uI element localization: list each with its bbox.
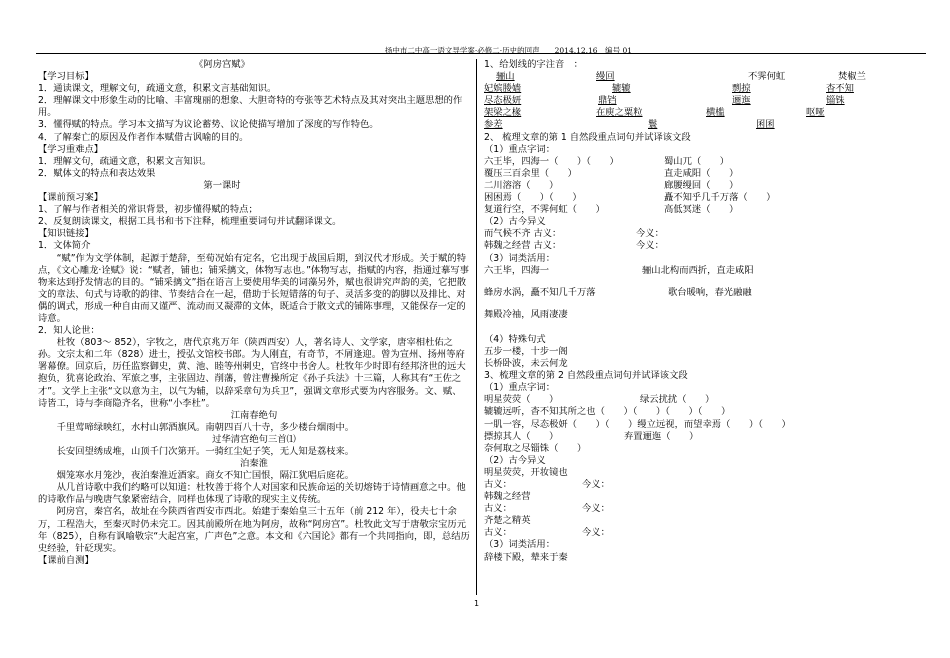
difficulties-heading: 【学习重难点】 — [38, 143, 104, 155]
word-item: 矗不知乎几千万落（ ） — [664, 192, 776, 204]
huoyong-item: 辞楼下殿，辇来于秦 — [484, 551, 568, 563]
gujin-item: 今义： — [636, 228, 664, 240]
gujin-item: 古义： — [484, 527, 512, 539]
knowledge-heading: 【知识链接】 — [38, 228, 94, 240]
header-text: 扬中市二中高一语文导学案·必修二·历史的回声 2014.12.16 编号 01 — [384, 46, 632, 55]
gujin-item: 韩魏之经营 古义： — [484, 240, 562, 252]
gujin-row — [484, 479, 924, 491]
huoyong-item: 舞殿冷袖，风雨凄凄 — [484, 308, 568, 320]
pinyin-word: 架梁之椽 — [484, 107, 522, 119]
huoyong-row — [484, 287, 924, 299]
column-divider — [476, 59, 477, 595]
huoyong-item: 蜂房水涡，矗不知几千万落 — [484, 286, 596, 298]
subheading: （3）词类活用： — [484, 252, 555, 264]
word-item: 弃置逦迤（ ） — [624, 430, 699, 442]
gujin-item: 今义： — [582, 527, 610, 539]
pinyin-word: 辘辘 — [612, 83, 631, 95]
word-row — [484, 204, 924, 216]
pinyin-word: 在庾之粟粒 — [596, 107, 643, 119]
style-heading: 1．文体简介 — [38, 240, 91, 252]
word-item: 绿云扰扰（ ） — [640, 394, 715, 406]
huoyong-item: 骊山北构而西折，直走咸阳 — [642, 264, 754, 276]
selftest-heading: 【课前自测】 — [38, 554, 94, 566]
poem-paragraph: 从几首诗歌中我们约略可以知道：杜牧善于将个人对国家和民族命运的关切熔铸于诗情画意之中。他的诗歌作品与晚唐气象紧密结合，同样也体现了诗歌的现实主义传统。 — [38, 482, 466, 506]
question-1: 1、给划线的字注音 ： — [484, 59, 583, 70]
preview-item: 2、反复朗读课文，根据工具书和书下注释，梳理重要词句并试翻译课文。 — [38, 216, 342, 228]
subheading: （2）古今异义 — [484, 216, 546, 228]
subheading: （1）重点字词： — [484, 143, 555, 155]
gujin-item: 古义： — [484, 503, 512, 515]
teshu-item: 长桥卧波，未云何龙 — [484, 358, 568, 370]
huoyong-item: 六王毕，四海一 — [484, 264, 550, 276]
word-item: 摽掠其人（ ） — [484, 430, 559, 442]
palace-paragraph: 阿房宫，秦宫名，故址在今陕西省西安市西北。始建于秦始皇三十五年（前 212 年），役夫七十余万，工程浩大，至秦灭时仍未完工。因其前殿所在地为阿房，故称“阿房宫”。杜牧此文写于唐敬宗宝历元年（825），自称有讽喻敬宗“大起宫室，广声色”之意。本文和《六国论》都有一个共同指向，即，总结历史经验，针砭现实。 — [38, 506, 470, 554]
word-item: 直走咸阳（ ） — [664, 167, 739, 179]
objective-item: 4．了解秦亡的原因及作者作本赋借古讽喻的目的。 — [38, 131, 249, 143]
pinyin-word: 不霁何虹 — [748, 71, 786, 83]
pinyin-word: 妃嫔媵嫱 — [484, 83, 522, 95]
question-3: 3、梳理文章的第 2 自然段重点词句并试译该文段 — [484, 370, 688, 382]
word-item: 六王毕，四海一（ ）（ ） — [484, 155, 619, 167]
pinyin-word: 逦迤 — [732, 95, 751, 107]
document-title: 《阿房宫赋》 — [194, 59, 250, 70]
word-item: 明星荧荧（ ） — [484, 394, 559, 406]
word-item: 覆压三百余里（ ） — [484, 167, 577, 179]
gujin-sentence: 齐楚之精英 — [484, 515, 531, 527]
difficulty-item: 1．理解文句，疏通文意，积累文言知识。 — [38, 155, 212, 167]
pinyin-row — [484, 95, 924, 107]
subheading: （4）特殊句式 — [484, 333, 546, 345]
word-item: 奈何取之尽锱铢（ ） — [484, 442, 587, 454]
subheading: （2）古今异义 — [484, 454, 546, 466]
objective-item: 2．理解课文中形象生动的比喻、丰富瑰丽的想象、大胆奇特的夸张等艺术特点及其对突出主题思想的作用。 — [38, 95, 463, 119]
gujin-item: 古义： — [484, 479, 512, 490]
poem-title: 过华清宫绝句三首⑴ — [212, 433, 296, 445]
pinyin-word: 焚椒兰 — [838, 71, 866, 83]
word-row — [484, 180, 924, 192]
gujin-item: 今义： — [636, 240, 664, 252]
poem-line: 长安回望绣成堆，山顶千门次第开。一骑红尘妃子笑，无人知是荔枝来。 — [56, 446, 355, 457]
poem-title: 江南春绝句 — [230, 409, 278, 421]
gujin-item: 今义： — [582, 503, 610, 515]
word-row — [484, 192, 924, 204]
objective-item: 1．通读课文，理解文句，疏通文意，积累文言基础知识。 — [38, 83, 277, 95]
word-row — [484, 431, 924, 443]
pinyin-word: 杳不知 — [826, 83, 854, 95]
gujin-sentence: 韩魏之经营 — [484, 491, 531, 503]
gujin-row — [484, 527, 924, 539]
word-item: 复道行空，不霁何虹（ ） — [484, 204, 605, 216]
lesson-label: 第一课时 — [203, 179, 241, 191]
subheading: （1）重点字词： — [484, 382, 555, 394]
word-item: 二川溶溶（ ） — [484, 179, 559, 191]
huoyong-item: 歌台暖响，春光融融 — [668, 286, 752, 298]
question-2: 2、 梳理文章的第 1 自然段重点词句并试译该文段 — [484, 131, 691, 143]
pinyin-word: 囷囷 — [756, 119, 775, 131]
header-rule — [36, 53, 926, 54]
teshu-item: 五步一楼，十步一阁 — [484, 345, 568, 357]
author-heading: 2．知人论世： — [38, 325, 100, 337]
poem-title: 泊秦淮 — [240, 458, 268, 470]
pinyin-word: 尽态极妍 — [484, 95, 522, 107]
gujin-sentence: 明星荧荧，开妆镜也 — [484, 466, 568, 478]
difficulty-item: 2．赋体文的特点和表达效果 — [38, 167, 156, 179]
pinyin-word: 锱铢 — [826, 95, 845, 107]
word-item: 困困焉（ ）（ ） — [484, 192, 582, 204]
pinyin-word: 呕哑 — [806, 107, 825, 119]
pinyin-row — [484, 119, 924, 131]
objectives-heading: 【学习目标】 — [38, 71, 94, 83]
author-paragraph: 杜牧（803～ 852），字牧之，唐代京兆万年（陕西西安）人，著名诗人、文学家，唐宰相杜佑之孙。文宗太和二年（828）进士，授弘文馆校书郎。为人刚直，有奇节，不屑逢迎。曾为宣州、扬州等府署幕僚。回京后，历任监察御史，黄、池、睦等州刺史，官终中书舍人。杜牧年少时即有经邦济世的远大抱负，犹喜论政治、军旅之事，主张固边、削藩，曾注曹操所定《孙子兵法》十三篇，人称其有“王佐之才”。文学上主张“文以意为主，以气为辅，以辞采章句为兵卫”，强调文章形式要为内容服务。文、赋、诗皆工，诗与李商隐齐名，世称“小李杜”。 — [38, 337, 466, 409]
gujin-row — [484, 240, 924, 252]
poem-line: 千里莺啼绿映红，水村山郭酒旗风。南朝四百八十寺，多少楼台烟雨中。 — [56, 421, 355, 433]
objective-item: 3．懂得赋的特点。学习本文描写为议论蓄势、议论使描写增加了深度的写作特色。 — [38, 119, 379, 131]
style-paragraph: “赋”作为文学体制，起源于楚辞，至荀况始有定名，它出现于战国后期，到汉代才形成。关于赋的特点，《文心雕龙·诠赋》说：“赋者，铺也；铺采摛文，体物写志也。”体物写志，指赋的内容，指通过摹写事物来达到抒发情志的目的。“铺采摛文”指在语言上要使用华美的词藻另外，赋也很讲究声韵的美，它把散文的章法、句式与诗歌的韵律、节奏结合在一起，借助于长短错落的句子、灵活多变的韵脚以及排比、对偶的调式，形成一种自由而又谨严、流动而又凝滞的文体，既适合于散文式的铺陈事理，又能保存一定的诗意。 — [38, 252, 469, 324]
preview-heading: 【课前预习案】 — [38, 192, 104, 204]
subheading: （3）词类活用： — [484, 539, 555, 551]
word-item: 一肌一容，尽态极妍（ ）（ ）缦立远视，而望幸焉（ ）（ ） — [484, 418, 791, 430]
word-item: 蜀山兀（ ） — [664, 155, 730, 167]
word-row — [484, 156, 924, 168]
page-header — [0, 45, 950, 59]
huoyong-row — [484, 265, 924, 277]
pinyin-row — [484, 107, 924, 119]
word-item: 廊腰缦回（ ） — [664, 179, 739, 191]
right-column — [484, 59, 924, 564]
pinyin-word: 鼎铛 — [598, 95, 617, 107]
pinyin-word: 骊山 — [496, 71, 515, 83]
poem-line: 烟笼寒水月笼沙，夜泊秦淮近酒家。商女不知亡国恨，隔江犹唱后庭花。 — [56, 470, 355, 482]
pinyin-word: 鬟 — [648, 119, 658, 131]
pinyin-word: 横槛 — [706, 107, 725, 119]
page-number: 1 — [474, 599, 480, 608]
pinyin-word: 缦回 — [596, 71, 615, 83]
word-row — [484, 394, 924, 406]
pinyin-row — [484, 83, 924, 95]
word-item: 高低冥迷（ ） — [664, 204, 739, 216]
gujin-item: 今义： — [582, 479, 610, 490]
left-column — [38, 59, 470, 567]
gujin-item: 而气候不齐 古义： — [484, 228, 562, 240]
pinyin-word: 参差 — [484, 119, 503, 131]
gujin-row — [484, 228, 924, 240]
word-row — [484, 168, 924, 180]
pinyin-word: 剽掠 — [732, 83, 751, 95]
preview-item: 1、了解与作者相关的常识背景，初步懂得赋的特点； — [38, 204, 258, 216]
gujin-row — [484, 503, 924, 515]
word-item: 辘辘远听，杳不知其所之也（ ）（ ）（ ）（ ） — [484, 406, 731, 418]
pinyin-row — [484, 71, 924, 83]
